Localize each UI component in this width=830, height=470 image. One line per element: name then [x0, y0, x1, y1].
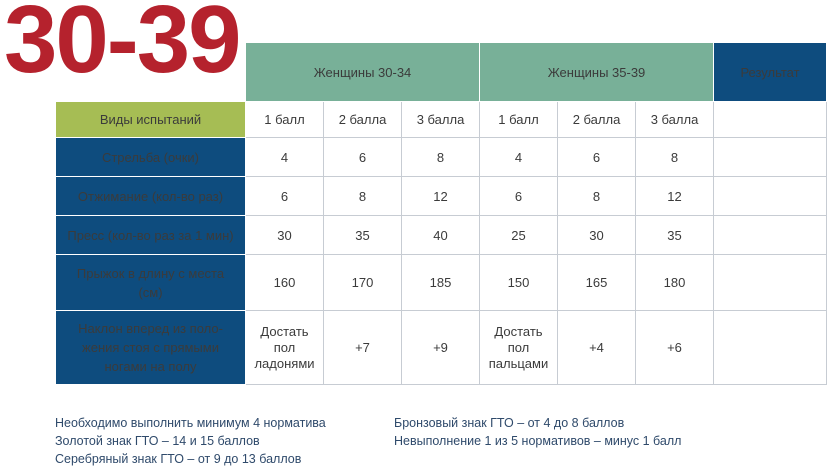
table-cell: 180	[636, 255, 714, 311]
cell-line: ладонями	[254, 355, 315, 371]
score-cell: 2 балла	[558, 102, 636, 138]
cell-line: Достать	[494, 323, 543, 339]
table-cell: 4	[246, 138, 324, 177]
score-cell: 1 балл	[246, 102, 324, 138]
row-label-situps: Пресс (кол-во раз за 1 мин)	[56, 216, 246, 255]
table-cell: 6	[324, 138, 402, 177]
result-cell[interactable]	[714, 216, 827, 255]
group-header-30-34: Женщины 30-34	[246, 43, 480, 102]
row-label-long-jump	[56, 255, 246, 311]
table-cell: 25	[480, 216, 558, 255]
cell-line: пол	[507, 339, 530, 355]
table-cell	[480, 311, 558, 385]
note-line: Бронзовый знак ГТО – от 4 до 8 баллов	[394, 416, 625, 430]
table-cell: 12	[402, 177, 480, 216]
table-cell: 160	[246, 255, 324, 311]
label-line: (см)	[138, 284, 163, 300]
table-cell: 6	[480, 177, 558, 216]
table-row	[56, 311, 827, 385]
row-label-forward-bend	[56, 311, 246, 385]
result-header: Результат	[714, 43, 827, 102]
notes-left	[55, 414, 326, 468]
result-cell[interactable]	[714, 311, 827, 385]
cell-line: пальцами	[488, 355, 549, 371]
table-cell: +7	[324, 311, 402, 385]
label-line: ногами на полу	[104, 359, 197, 374]
table-cell	[246, 311, 324, 385]
score-cell: 2 балла	[324, 102, 402, 138]
result-cell[interactable]	[714, 102, 827, 138]
row-label-pushups: Отжимание (кол-во раз)	[56, 177, 246, 216]
result-cell[interactable]	[714, 138, 827, 177]
empty-corner	[56, 43, 246, 102]
table-cell: +4	[558, 311, 636, 385]
cell-line: пол	[273, 339, 296, 355]
score-cell: 1 балл	[480, 102, 558, 138]
table-cell: 35	[324, 216, 402, 255]
table-row	[56, 177, 827, 216]
note-line: Золотой знак ГТО – 14 и 15 баллов	[55, 434, 260, 448]
note-line: Необходимо выполнить минимум 4 норматива	[55, 416, 326, 430]
table-cell: 6	[246, 177, 324, 216]
tests-label: Виды испытаний	[56, 102, 246, 138]
table-cell: 6	[558, 138, 636, 177]
table-cell: 8	[402, 138, 480, 177]
label-line: жения стоя с прямыми	[82, 340, 219, 355]
score-cell: 3 балла	[636, 102, 714, 138]
table-cell: 30	[558, 216, 636, 255]
label-line: Прыжок в длину с места	[76, 265, 225, 281]
notes-right	[394, 414, 681, 450]
group-header-35-39: Женщины 35-39	[480, 43, 714, 102]
table-cell: 12	[636, 177, 714, 216]
norms-table	[55, 42, 827, 385]
result-cell[interactable]	[714, 255, 827, 311]
table-cell: 4	[480, 138, 558, 177]
result-cell[interactable]	[714, 177, 827, 216]
table-cell: 150	[480, 255, 558, 311]
score-cell: 3 балла	[402, 102, 480, 138]
table-cell: 40	[402, 216, 480, 255]
table-cell: 30	[246, 216, 324, 255]
table-cell: 35	[636, 216, 714, 255]
table-cell: +6	[636, 311, 714, 385]
table-cell: 165	[558, 255, 636, 311]
score-row	[56, 102, 827, 138]
table-cell: 8	[324, 177, 402, 216]
table-cell: 8	[636, 138, 714, 177]
group-header-row	[56, 43, 827, 102]
table-row	[56, 138, 827, 177]
table-row	[56, 216, 827, 255]
cell-line: Достать	[260, 323, 309, 339]
row-label-shooting: Стрельба (очки)	[56, 138, 246, 177]
table-cell: 185	[402, 255, 480, 311]
note-line: Серебряный знак ГТО – от 9 до 13 баллов	[55, 452, 302, 466]
table-cell: 8	[558, 177, 636, 216]
note-line: Невыполнение 1 из 5 нормативов – минус 1 балл	[394, 434, 682, 448]
page-title: 30-39	[4, 0, 240, 93]
table-cell: +9	[402, 311, 480, 385]
table-row	[56, 255, 827, 311]
table-cell: 170	[324, 255, 402, 311]
label-line: Наклон вперед из поло-	[78, 321, 223, 336]
